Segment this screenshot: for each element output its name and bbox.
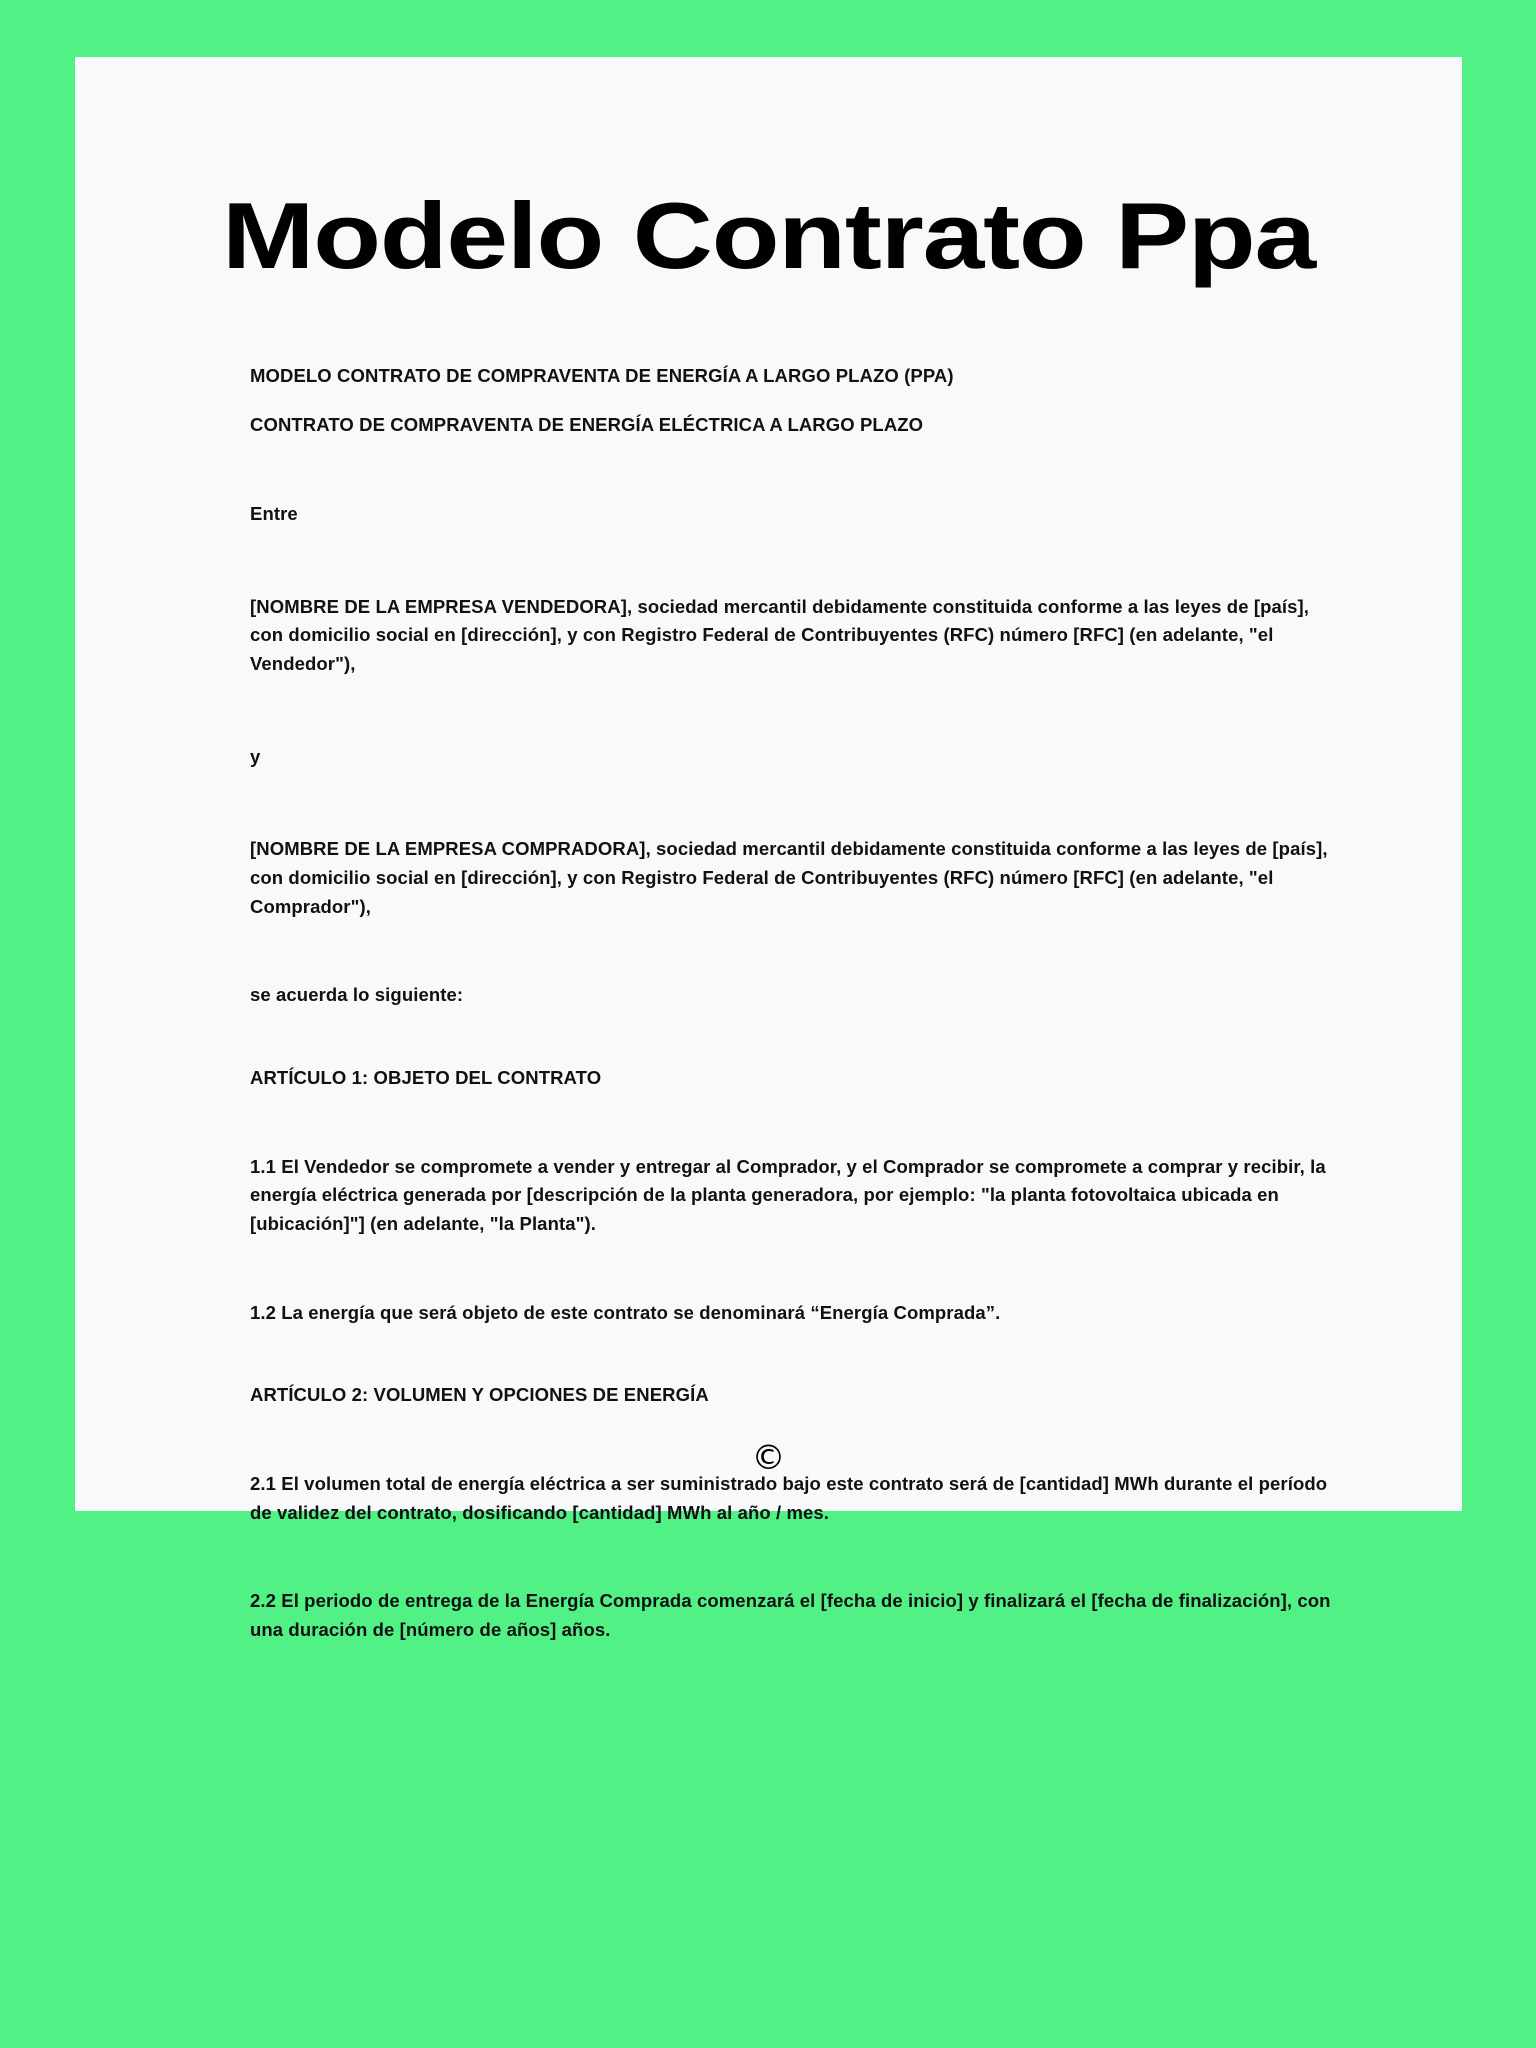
spacer xyxy=(250,1093,1344,1153)
spacer xyxy=(250,771,1344,835)
copyright-icon: © xyxy=(751,1438,786,1478)
clause-1-1: 1.1 El Vendedor se compromete a vender y entregar al Comprador, y el Comprador se compromete a comprar y recibir, la energía eléctrica generada por [descripción de la planta generadora, por ejemplo: "la planta fotovoltaica ubicada en [ubicación]"] (en adelante, "la Planta"). xyxy=(250,1155,1326,1235)
spacer xyxy=(250,1527,1344,1587)
clause-1-2: 1.2 La energía que será objeto de este contrato se denominará “Energía Comprada”. xyxy=(250,1301,1001,1323)
spacer xyxy=(250,440,1344,500)
spacer xyxy=(250,921,1344,981)
document-page xyxy=(75,57,1462,1641)
intro-label: Entre xyxy=(250,503,298,525)
spacer xyxy=(250,1239,1344,1299)
spacer xyxy=(250,529,1344,593)
spacer xyxy=(250,1010,1344,1064)
spacer xyxy=(250,390,1344,411)
article-1-heading: ARTÍCULO 1: OBJETO DEL CONTRATO xyxy=(250,1067,602,1089)
conjunction-y: y xyxy=(250,745,261,767)
page-title: Modelo Contrato Ppa xyxy=(222,183,1315,288)
agreement-line: se acuerda lo siguiente: xyxy=(250,984,464,1006)
clause-2-2: 2.2 El periodo de entrega de la Energía Comprada comenzará el [fecha de inicio] y finalizará el [fecha de finalización], con una duración de [número de años] años. xyxy=(250,1590,1331,1641)
heading-primary: MODELO CONTRATO DE COMPRAVENTA DE ENERGÍA A LARGO PLAZO (PPA) xyxy=(250,364,954,386)
document-body xyxy=(75,57,1462,1645)
spacer xyxy=(250,1327,1344,1381)
article-2-heading: ARTÍCULO 2: VOLUMEN Y OPCIONES DE ENERGÍA xyxy=(250,1384,709,1406)
heading-secondary: CONTRATO DE COMPRAVENTA DE ENERGÍA ELÉCTRICA A LARGO PLAZO xyxy=(250,414,924,436)
clause-2-1: 2.1 El volumen total de energía eléctrica a ser suministrado bajo este contrato será de [cantidad] MWh durante el período de validez del contrato, dosificando [cantidad] MWh al año / mes. xyxy=(250,1473,1328,1523)
party-buyer-paragraph: [NOMBRE DE LA EMPRESA COMPRADORA], sociedad mercantil debidamente constituida conforme a las leyes de [país], con domicilio social en [dirección], y con Registro Federal de Contribuyentes (RFC) número [RFC] (en adelante, "el Comprador"), xyxy=(250,838,1328,917)
spacer xyxy=(250,679,1344,743)
party-seller-paragraph: [NOMBRE DE LA EMPRESA VENDEDORA], sociedad mercantil debidamente constituida conforme a las leyes de [país], con domicilio social en [dirección], y con Registro Federal de Contribuyentes (RFC) número [RFC] (en adelante, "el Vendedor"), xyxy=(250,595,1310,675)
